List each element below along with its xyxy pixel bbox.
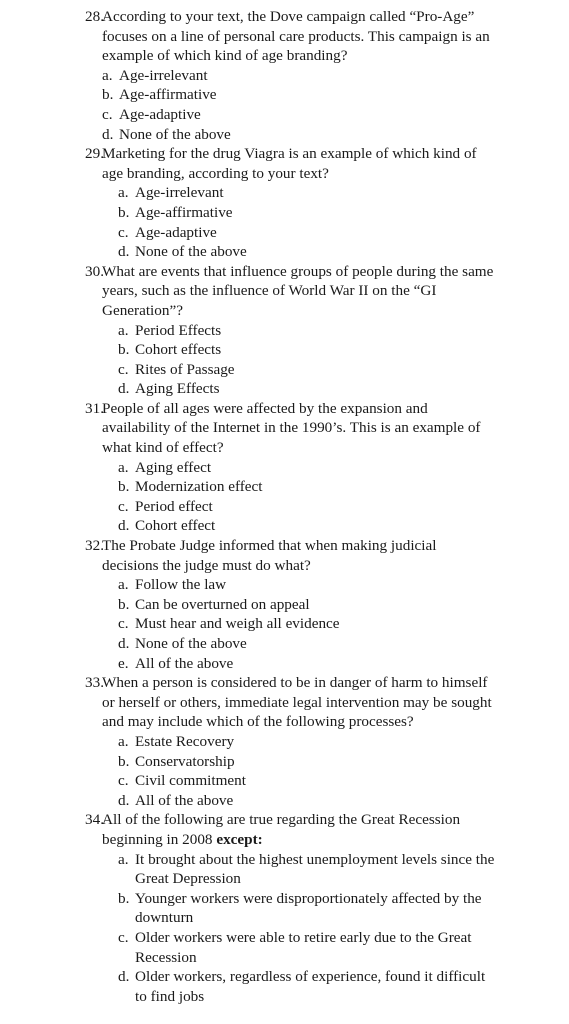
option-text: Period Effects <box>135 321 222 339</box>
option-letter: a. <box>118 732 129 750</box>
question-number: 28. <box>85 8 104 25</box>
option-text: Estate Recovery <box>135 732 235 750</box>
question-number: 29. <box>85 145 104 163</box>
question-text: According to your text, the Dove campaign called “Pro-Age” focuses on a line of personal care products. This campaign is an example of which kind of age branding? <box>102 8 490 65</box>
option-d <box>85 379 495 399</box>
option-text: All of the above <box>135 654 234 672</box>
option-d <box>85 634 495 654</box>
option-text: Conservatorship <box>135 752 235 770</box>
option-letter: a. <box>118 576 129 594</box>
question-number: 34. <box>85 811 104 829</box>
question-text: What are events that influence groups of people during the same years, such as the influence of World War II on the “GI Generation”? <box>102 262 494 319</box>
option-letter: c. <box>118 772 129 790</box>
option-letter: c. <box>118 360 129 378</box>
option-letter: c. <box>118 928 129 946</box>
option-b <box>85 203 495 223</box>
question-text: All of the following are true regarding the Great Recession beginning in 2008 <box>102 811 461 848</box>
option-b <box>85 889 495 928</box>
option-text: Older workers, regardless of experience, found it difficult to find jobs <box>135 968 486 1005</box>
option-letter: a. <box>118 321 129 339</box>
question-33 <box>85 673 495 810</box>
option-a <box>85 458 495 478</box>
option-text: Age-affirmative <box>135 203 233 221</box>
option-text: Follow the law <box>135 576 227 594</box>
option-d <box>85 967 495 1006</box>
option-text: Younger workers were disproportionately affected by the downturn <box>135 889 482 927</box>
option-text: Age-affirmative <box>119 86 217 104</box>
option-text: Cohort effects <box>135 341 222 359</box>
option-b <box>85 752 495 772</box>
option-a <box>85 66 495 86</box>
option-text: Age-irrelevant <box>119 66 208 84</box>
option-letter: d. <box>118 635 130 652</box>
option-letter: b. <box>118 889 130 907</box>
option-letter: a. <box>118 850 129 868</box>
option-b <box>85 85 495 105</box>
question-text: When a person is considered to be in danger of harm to himself or herself or others, immediate legal intervention may be sought and may include which of the following processes? <box>102 674 492 731</box>
option-d <box>85 516 495 536</box>
option-a <box>85 321 495 341</box>
option-letter: e. <box>118 654 129 672</box>
option-letter: c. <box>118 223 129 241</box>
option-text: None of the above <box>119 125 231 143</box>
option-text: It brought about the highest unemployment levels since the Great Depression <box>135 850 495 888</box>
option-text: Can be overturned on appeal <box>135 595 310 613</box>
option-text: Age-adaptive <box>135 223 217 241</box>
option-letter: b. <box>118 595 130 613</box>
question-32 <box>85 536 495 673</box>
option-d <box>85 125 495 145</box>
option-letter: d. <box>118 380 130 398</box>
option-letter: a. <box>102 66 113 84</box>
option-b <box>85 595 495 615</box>
option-text: Cohort effect <box>135 517 216 535</box>
option-c <box>85 614 495 634</box>
option-d <box>85 791 495 811</box>
option-text: Age-adaptive <box>119 105 201 123</box>
question-list <box>85 7 495 1006</box>
option-d <box>85 242 495 262</box>
option-text: None of the above <box>135 243 247 261</box>
option-letter: b. <box>102 86 114 104</box>
question-28 <box>85 7 495 144</box>
question-30 <box>85 262 495 399</box>
option-letter: a. <box>118 458 129 476</box>
option-letter: b. <box>118 478 130 496</box>
option-letter: b. <box>118 752 130 770</box>
question-number: 31. <box>85 399 104 417</box>
question-31 <box>85 399 495 536</box>
option-letter: d. <box>118 791 130 809</box>
option-letter: d. <box>118 968 130 986</box>
option-text: Aging Effects <box>135 380 220 398</box>
question-text: The Probate Judge informed that when making judicial decisions the judge must do what? <box>102 537 437 574</box>
option-c <box>85 771 495 791</box>
option-text: Modernization effect <box>135 478 263 496</box>
option-b <box>85 340 495 360</box>
option-c <box>85 497 495 517</box>
option-a <box>85 732 495 752</box>
option-c <box>85 223 495 243</box>
question-text: People of all ages were affected by the expansion and availability of the Internet in the 1990’s. This is an example of what kind of effect? <box>102 399 481 457</box>
option-letter: c. <box>102 105 113 123</box>
option-text: Older workers were able to retire early due to the Great Recession <box>135 928 472 966</box>
option-text: Civil commitment <box>135 772 246 790</box>
option-letter: b. <box>118 341 130 359</box>
question-number: 32. <box>85 537 104 555</box>
option-letter: c. <box>118 615 129 633</box>
option-c <box>85 360 495 380</box>
question-emphasis: except: <box>216 830 263 848</box>
option-text: All of the above <box>135 791 234 809</box>
option-b <box>85 477 495 497</box>
option-c <box>85 928 495 967</box>
question-number: 30. <box>85 262 104 280</box>
option-letter: d. <box>118 517 130 535</box>
option-text: Rites of Passage <box>135 360 235 378</box>
question-29 <box>85 144 495 262</box>
option-letter: d. <box>118 243 130 261</box>
question-34 <box>85 810 495 1006</box>
option-a <box>85 183 495 203</box>
option-letter: c. <box>118 497 129 515</box>
option-text: Period effect <box>135 497 213 515</box>
option-letter: b. <box>118 203 130 221</box>
option-a <box>85 850 495 889</box>
option-c <box>85 105 495 125</box>
question-text: Marketing for the drug Viagra is an example of which kind of age branding, according to your text? <box>102 145 477 182</box>
option-text: Must hear and weigh all evidence <box>135 615 340 633</box>
option-letter: d. <box>102 125 114 143</box>
option-e <box>85 654 495 674</box>
option-letter: a. <box>118 184 129 202</box>
option-a <box>85 575 495 595</box>
option-text: None of the above <box>135 635 247 652</box>
question-number: 33. <box>85 674 104 692</box>
option-text: Age-irrelevant <box>135 184 224 202</box>
option-text: Aging effect <box>135 458 212 476</box>
